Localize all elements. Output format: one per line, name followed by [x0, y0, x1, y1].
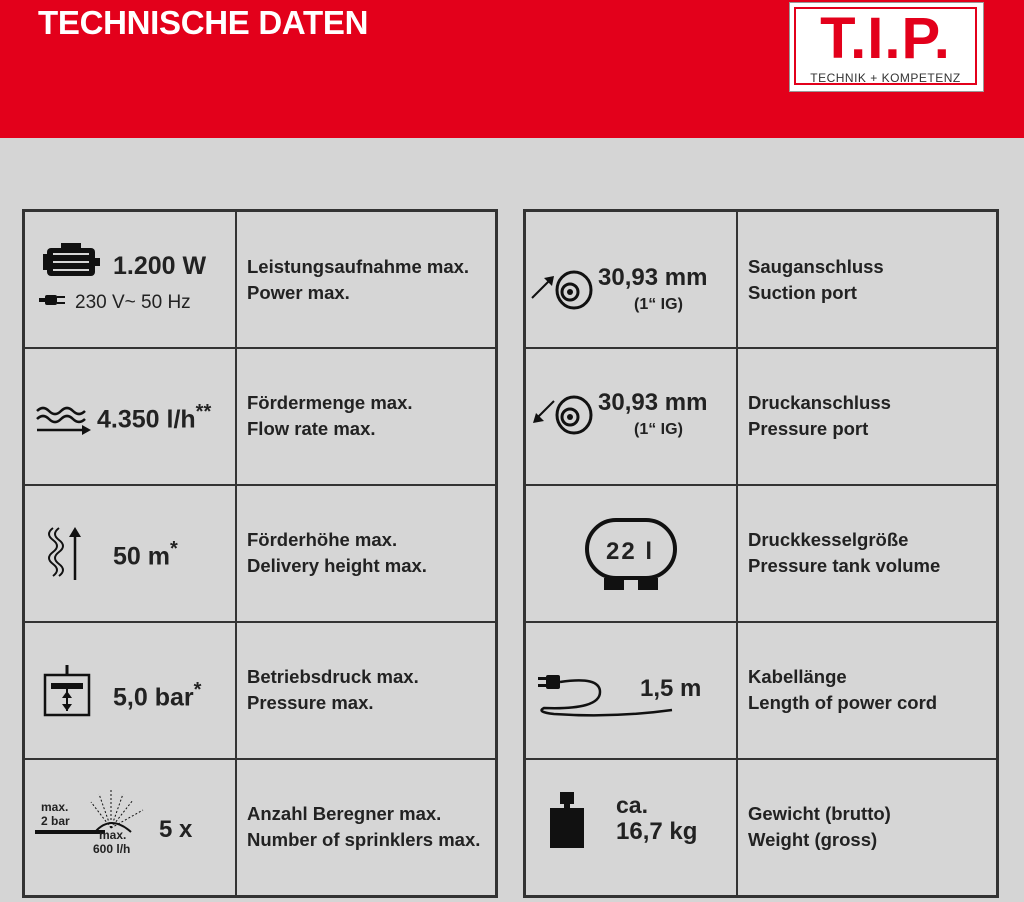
logo-text: T.I.P. [820, 6, 951, 71]
spec-row [24, 485, 497, 622]
spec-label-en: Pressure port [748, 418, 869, 440]
sprinkler-icon [35, 788, 155, 836]
page-title: TECHNISCHE DATEN [38, 4, 369, 41]
plug-icon [39, 292, 67, 308]
spec-row [24, 622, 497, 759]
spec-row [525, 622, 998, 759]
sprinkler-label-flow: max. [99, 827, 127, 842]
spec-row [525, 211, 998, 349]
pressure-icon [43, 665, 91, 717]
spec-value: 1.200 W [113, 252, 207, 280]
spec-label-de: Förderhöhe max. [247, 529, 398, 551]
spec-label-de: Leistungsaufnahme max. [247, 255, 470, 277]
voltage-label: 230 V~ 50 Hz [75, 292, 191, 313]
thread-label: (1“ IG) [634, 421, 683, 438]
weight-icon [548, 790, 588, 850]
spec-value: 1,5 m [640, 674, 702, 702]
spec-row [525, 485, 998, 622]
motor-icon [41, 242, 101, 282]
spec-label-en: Pressure max. [247, 692, 374, 714]
spec-value-prefix: ca. [616, 791, 648, 818]
sprinkler-label-lh: 600 l/h [93, 841, 131, 856]
spec-label-de: Gewicht (brutto) [748, 803, 891, 825]
spec-label-en: Weight (gross) [748, 829, 878, 851]
spec-value: 30,93 mm [598, 264, 708, 291]
spec-label-de: Sauganschluss [748, 255, 884, 277]
spec-label-de: Anzahl Beregner max. [247, 803, 442, 825]
suction-port-icon [530, 264, 596, 314]
right-spec-table [523, 209, 999, 898]
spec-row [24, 759, 497, 897]
height-icon [43, 526, 83, 582]
spec-value: 50 m* [113, 537, 178, 571]
spec-value: 5 x [159, 815, 193, 843]
spec-value: 30,93 mm [598, 389, 708, 416]
spec-value: 22 l [606, 537, 655, 565]
spec-row [24, 211, 497, 349]
spec-label-en: Number of sprinklers max. [247, 829, 481, 851]
spec-label-de: Druckkesselgröße [748, 529, 909, 551]
brand-logo [789, 2, 984, 92]
spec-value: 5,0 bar* [113, 678, 202, 712]
logo-tagline: TECHNIK + KOMPETENZ [810, 71, 961, 85]
spec-label-en: Suction port [748, 281, 857, 303]
spec-label-en: Length of power cord [748, 692, 938, 714]
spec-label-en: Power max. [247, 281, 350, 303]
flow-icon [35, 405, 93, 439]
spec-label-de: Betriebsdruck max. [247, 666, 419, 688]
spec-value: 4.350 l/h** [97, 401, 212, 434]
spec-label-de: Druckanschluss [748, 392, 891, 414]
sprinkler-label-pressure: max. [41, 799, 69, 814]
header-banner [0, 0, 1024, 138]
spec-label-en: Delivery height max. [247, 555, 427, 577]
pressure-port-icon [530, 389, 596, 439]
spec-value: 16,7 kg [616, 817, 698, 845]
spec-row [525, 348, 998, 485]
left-spec-table [22, 209, 498, 898]
thread-label: (1“ IG) [634, 296, 683, 313]
spec-label-de: Fördermenge max. [247, 392, 413, 414]
spec-label-en: Pressure tank volume [748, 555, 941, 577]
spec-row [24, 348, 497, 485]
spec-label-en: Flow rate max. [247, 418, 376, 440]
spec-label-de: Kabellänge [748, 666, 847, 688]
spec-row [525, 759, 998, 897]
sprinkler-label-bar: 2 bar [41, 813, 70, 828]
